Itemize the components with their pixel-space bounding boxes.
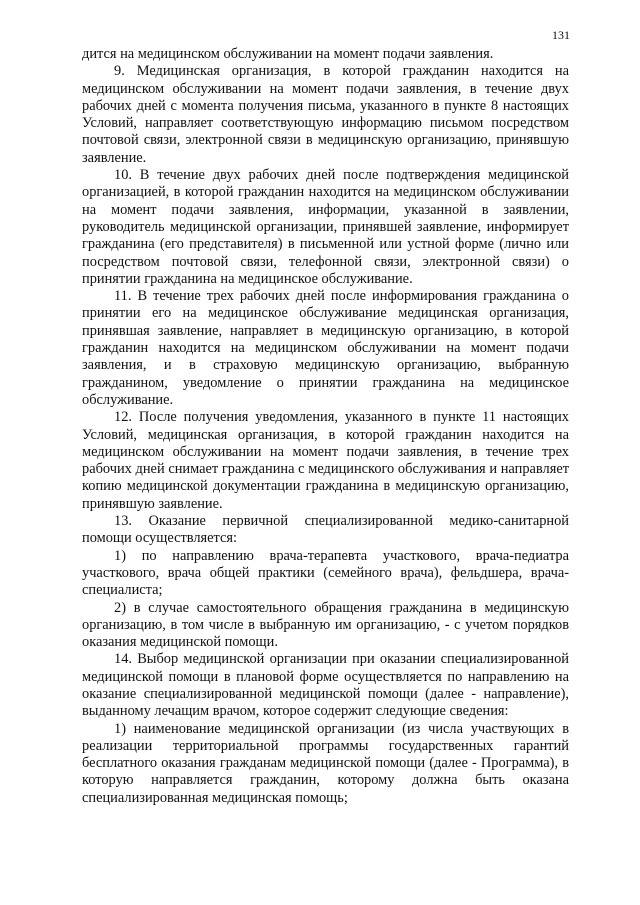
paragraph-item-14-sub-1: 1) наименование медицинской организации (из числа участвующих в реализации территориальной программы государственных гарантий бесплатного оказания гражданам медицинской помощи (далее - Программа), в которую направляется гражданин, которому должна быть оказана специализированная медицинская помощь; [82,720,569,806]
paragraph-item-9: 9. Медицинская организация, в которой гражданин находится на медицинском обслуживании на момент подачи заявления, в течение двух рабочих дней с момента получения письма, указанного в пункте 8 настоящих Условий, направляет соответствующую информацию письмом посредством почтовой связи, электронной связи в медицинскую организацию, принявшую заявление. [82,63,569,166]
paragraph-item-12: 12. После получения уведомления, указанного в пункте 11 настоящих Условий, медицинская организация, в которой гражданин находится на медицинском обслуживании на момент подачи заявления, в течение трех рабочих дней снимает гражданина с медицинского обслуживания и направляет копию медицинской документации гражданина в медицинскую организацию, принявшую заявление. [82,409,569,512]
paragraph-item-13: 13. Оказание первичной специализированной медико-санитарной помощи осуществляется: [82,513,569,547]
page-number: 131 [552,28,570,42]
paragraph-continuation: дится на медицинском обслуживании на момент подачи заявления. [82,46,494,62]
document-body [82,46,569,807]
paragraph-item-10: 10. В течение двух рабочих дней после подтверждения медицинской организацией, в которой гражданин находится на медицинском обслуживании на момент подачи заявления, информации, указанной в заявлении, руководитель медицинской организации, принявшей заявление, информирует гражданина (его представителя) в письменной или устной форме (лично или посредством почтовой связи, телефонной связи, электронной связи) о принятии гражданина на медицинское обслуживание. [82,167,569,287]
paragraph-item-11: 11. В течение трех рабочих дней после информирования гражданина о принятии его на медицинское обслуживание медицинская организация, принявшая заявление, направляет в медицинскую организацию, в которой гражданин находится на медицинском обслуживании на момент подачи заявления, и в страховую медицинскую организацию, выбранную гражданином, уведомление о принятии гражданина на медицинское обслуживание. [82,288,569,408]
paragraph-item-13-sub-2: 2) в случае самостоятельного обращения гражданина в медицинскую организацию, в том числе в выбранную им организацию, - с учетом порядков оказания медицинской помощи. [82,599,569,651]
paragraph-item-13-sub-1: 1) по направлению врача-терапевта участкового, врача-педиатра участкового, врача общей практики (семейного врача), фельдшера, врача-специалиста; [82,547,569,599]
paragraph-item-14: 14. Выбор медицинской организации при оказании специализированной медицинской помощи в плановой форме осуществляется по направлению на оказание специализированной медицинской помощи (далее - направление), выданному лечащим врачом, которое содержит следующие сведения: [82,651,569,720]
